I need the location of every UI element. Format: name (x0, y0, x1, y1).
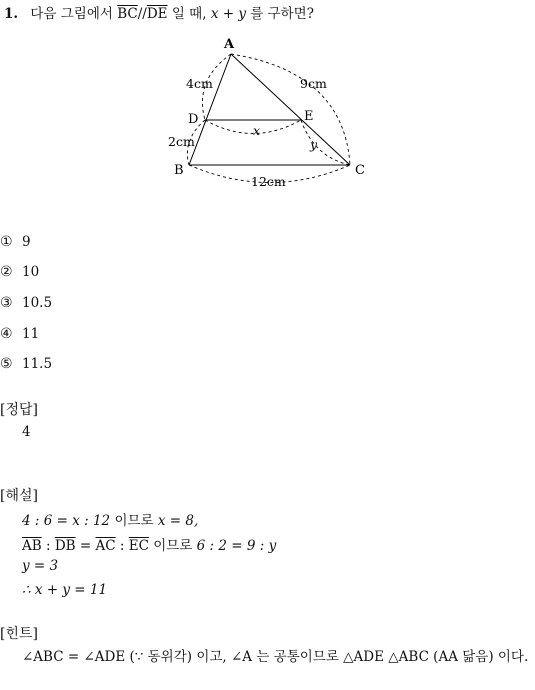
question-number: 1. (4, 6, 19, 22)
point-a: A (224, 37, 235, 52)
question-prefix: 다음 그림에서 (30, 6, 113, 22)
label-ae: 9cm (300, 76, 327, 91)
triangle-figure (162, 32, 377, 192)
choice-5[interactable] (0, 356, 52, 372)
question-expression: x + y (210, 6, 246, 22)
choice-number: ④ (0, 326, 13, 342)
label-de: x (253, 123, 261, 138)
point-c: C (355, 163, 365, 178)
choice-text: 11.5 (22, 356, 53, 372)
hint-title: [힌트] (0, 626, 38, 642)
point-e: E (304, 109, 314, 124)
choice-number: ① (0, 234, 13, 250)
solution-title: [해설] (0, 488, 38, 504)
solution-line-1: 4 : 6 = x : 12 이므로 x = 8, (22, 513, 199, 529)
choice-text: 10 (22, 264, 40, 280)
solution-line-2: $\overline{AB}$ : $\overline{DB} = \overline{AC}$ : $\overline{EC}$ 이므로 6 : 2 = 9 : y (22, 538, 277, 554)
choice-text: 11 (22, 326, 40, 342)
point-b: B (174, 163, 184, 178)
segment-bc: $\overline{BC}$ (117, 6, 138, 22)
choice-3[interactable] (0, 295, 52, 311)
parallel-symbol: // (137, 6, 147, 22)
label-ad: 4cm (186, 76, 213, 91)
choice-text: 10.5 (22, 295, 53, 311)
hint-text: ∠ABC = ∠ADE (∵ 동위각) 이고, ∠A 는 공통이므로 △ADE △ABC (AA 닮음) 이다. (22, 649, 529, 665)
choice-number: ⑤ (0, 356, 13, 372)
question-header (4, 2, 314, 22)
label-ec: y (310, 137, 318, 152)
segment-ac (231, 54, 350, 165)
label-bc: 12cm (251, 174, 286, 189)
label-db: 2cm (168, 134, 195, 149)
point-d: D (188, 112, 199, 127)
choice-text: 9 (22, 234, 31, 250)
choice-2[interactable] (0, 264, 39, 280)
question-mid: 일 때, (171, 6, 207, 22)
solution-line-3: y = 3 (22, 558, 59, 574)
question-suffix: 를 구하면? (250, 6, 314, 22)
answer-title: [정답] (0, 402, 38, 418)
solution-line-4: ∴ x + y = 11 (22, 582, 108, 598)
choice-number: ③ (0, 295, 13, 311)
segment-de: $\overline{DE}$ (146, 6, 168, 22)
choice-4[interactable] (0, 326, 39, 342)
segment-ab (189, 54, 231, 165)
choice-number: ② (0, 264, 13, 280)
answer-value: 4 (22, 424, 31, 440)
choice-1[interactable] (0, 234, 31, 250)
